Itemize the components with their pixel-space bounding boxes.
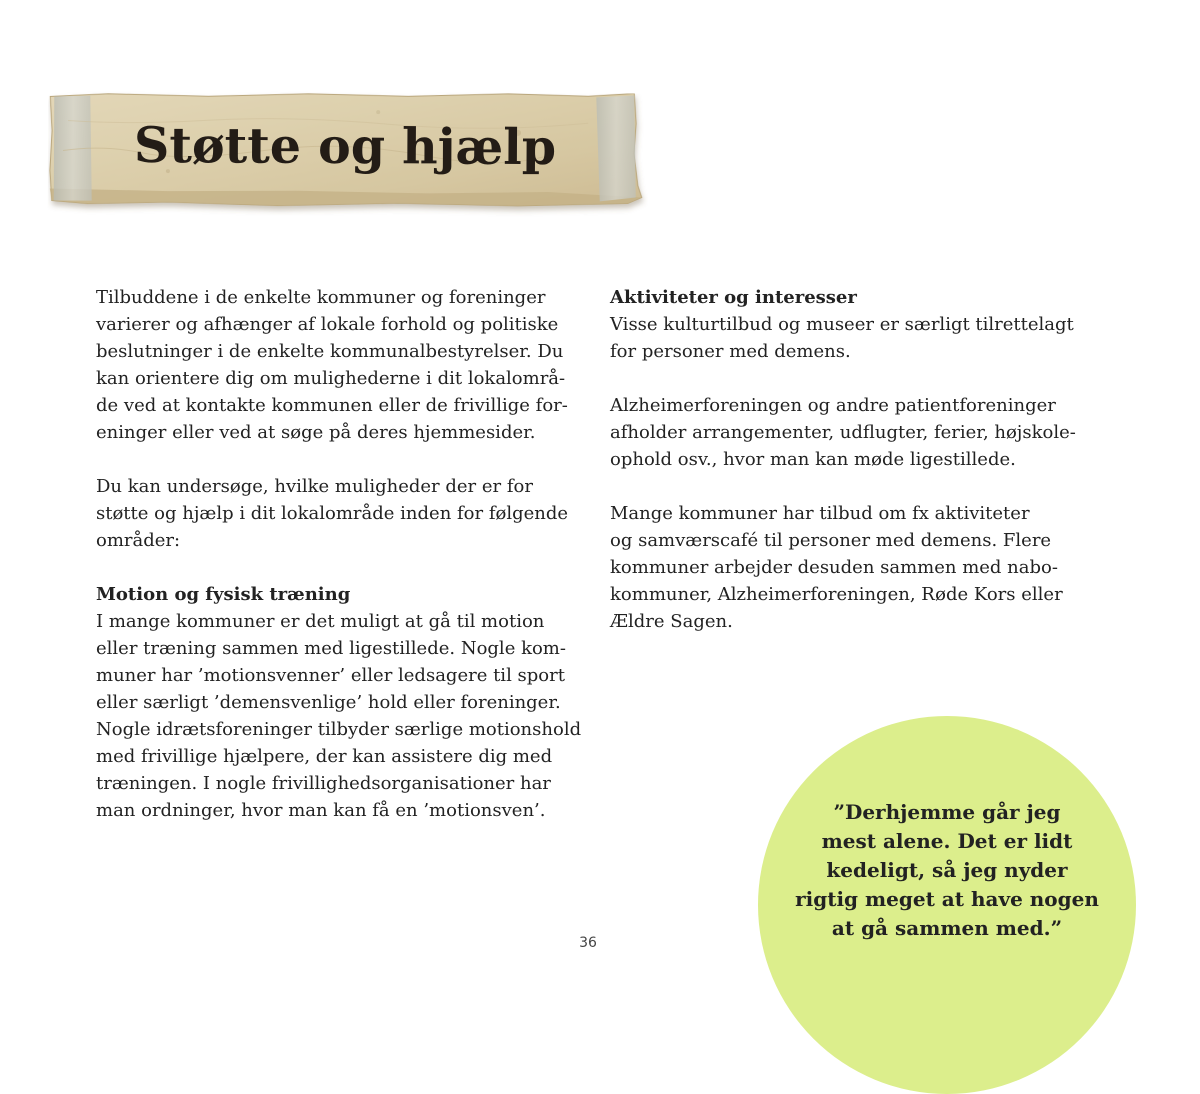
left-column (96, 284, 582, 824)
paragraph-gap (96, 446, 576, 473)
text-line: støtte og hjælp i dit lokalområde inden for følgende (96, 503, 569, 524)
page-title: Støtte og hjælp (133, 115, 557, 177)
text-line: de ved at kontakte kommunen eller de frivillige for- (96, 395, 568, 416)
right-column (610, 284, 1090, 635)
text-line: Visse kulturtilbud og museer er særligt tilrettelagt (610, 314, 1074, 335)
text-line: kan orientere dig om mulighederne i dit lokalområ- (96, 368, 566, 389)
text-line: kommuner arbejder desuden sammen med nabo- (610, 557, 1058, 578)
text-line: muner har ’motionsvenner’ eller ledsagere til sport (96, 665, 565, 686)
title-banner (48, 90, 643, 211)
text-line: eninger eller ved at søge på deres hjemmesider. (96, 422, 536, 443)
text-line: og samværscafé til personer med demens. Flere (610, 530, 1052, 551)
text-line: man ordninger, hvor man kan få en ’motionsven’. (96, 800, 546, 821)
quote-line: kedeligt, så jeg nyder (826, 858, 1068, 882)
text-line: I mange kommuner er det muligt at gå til motion (96, 611, 545, 632)
text-line: Nogle idrætsforeninger tilbyder særlige motionshold (96, 719, 582, 740)
text-line: afholder arrangementer, udflugter, ferier, højskole- (610, 422, 1076, 443)
text-line: Alzheimerforeningen og andre patientforeninger (610, 395, 1056, 416)
text-line: varierer og afhænger af lokale forhold og politiske (96, 314, 559, 335)
text-line: træningen. I nogle frivillighedsorganisationer har (96, 773, 551, 794)
text-line: med frivillige hjælpere, der kan assistere dig med (96, 746, 553, 767)
quote-line: mest alene. Det er lidt (821, 829, 1073, 853)
text-line: beslutninger i de enkelte kommunalbestyrelser. Du (96, 341, 564, 362)
text-line: Ældre Sagen. (610, 611, 733, 632)
quote-line: rigtig meget at have nogen (795, 887, 1099, 911)
paragraph-gap (610, 473, 1090, 500)
text-line: eller træning sammen med ligestillede. Nogle kom- (96, 638, 566, 659)
section-heading-motion: Motion og fysisk træning (96, 584, 351, 605)
section-heading-aktiviteter: Aktiviteter og interesser (610, 287, 857, 308)
text-line: for personer med demens. (610, 341, 851, 362)
text-line: ophold osv., hvor man kan møde ligestillede. (610, 449, 1016, 470)
text-line: Tilbuddene i de enkelte kommuner og foreninger (96, 287, 546, 308)
text-line: områder: (96, 530, 181, 551)
quote-line: ”Derhjemme går jeg (833, 800, 1061, 824)
text-line: eller særligt ’demensvenlige’ hold eller foreninger. (96, 692, 561, 713)
text-line: Mange kommuner har tilbud om fx aktiviteter (610, 503, 1030, 524)
paragraph-gap (610, 365, 1090, 392)
text-line: Du kan undersøge, hvilke muligheder der er for (96, 476, 533, 497)
text-line: kommuner, Alzheimerforeningen, Røde Kors eller (610, 584, 1063, 605)
pull-quote (764, 798, 1130, 943)
quote-line: at gå sammen med.” (831, 916, 1063, 940)
paragraph-gap (96, 554, 576, 581)
page-number: 36 (579, 935, 597, 951)
